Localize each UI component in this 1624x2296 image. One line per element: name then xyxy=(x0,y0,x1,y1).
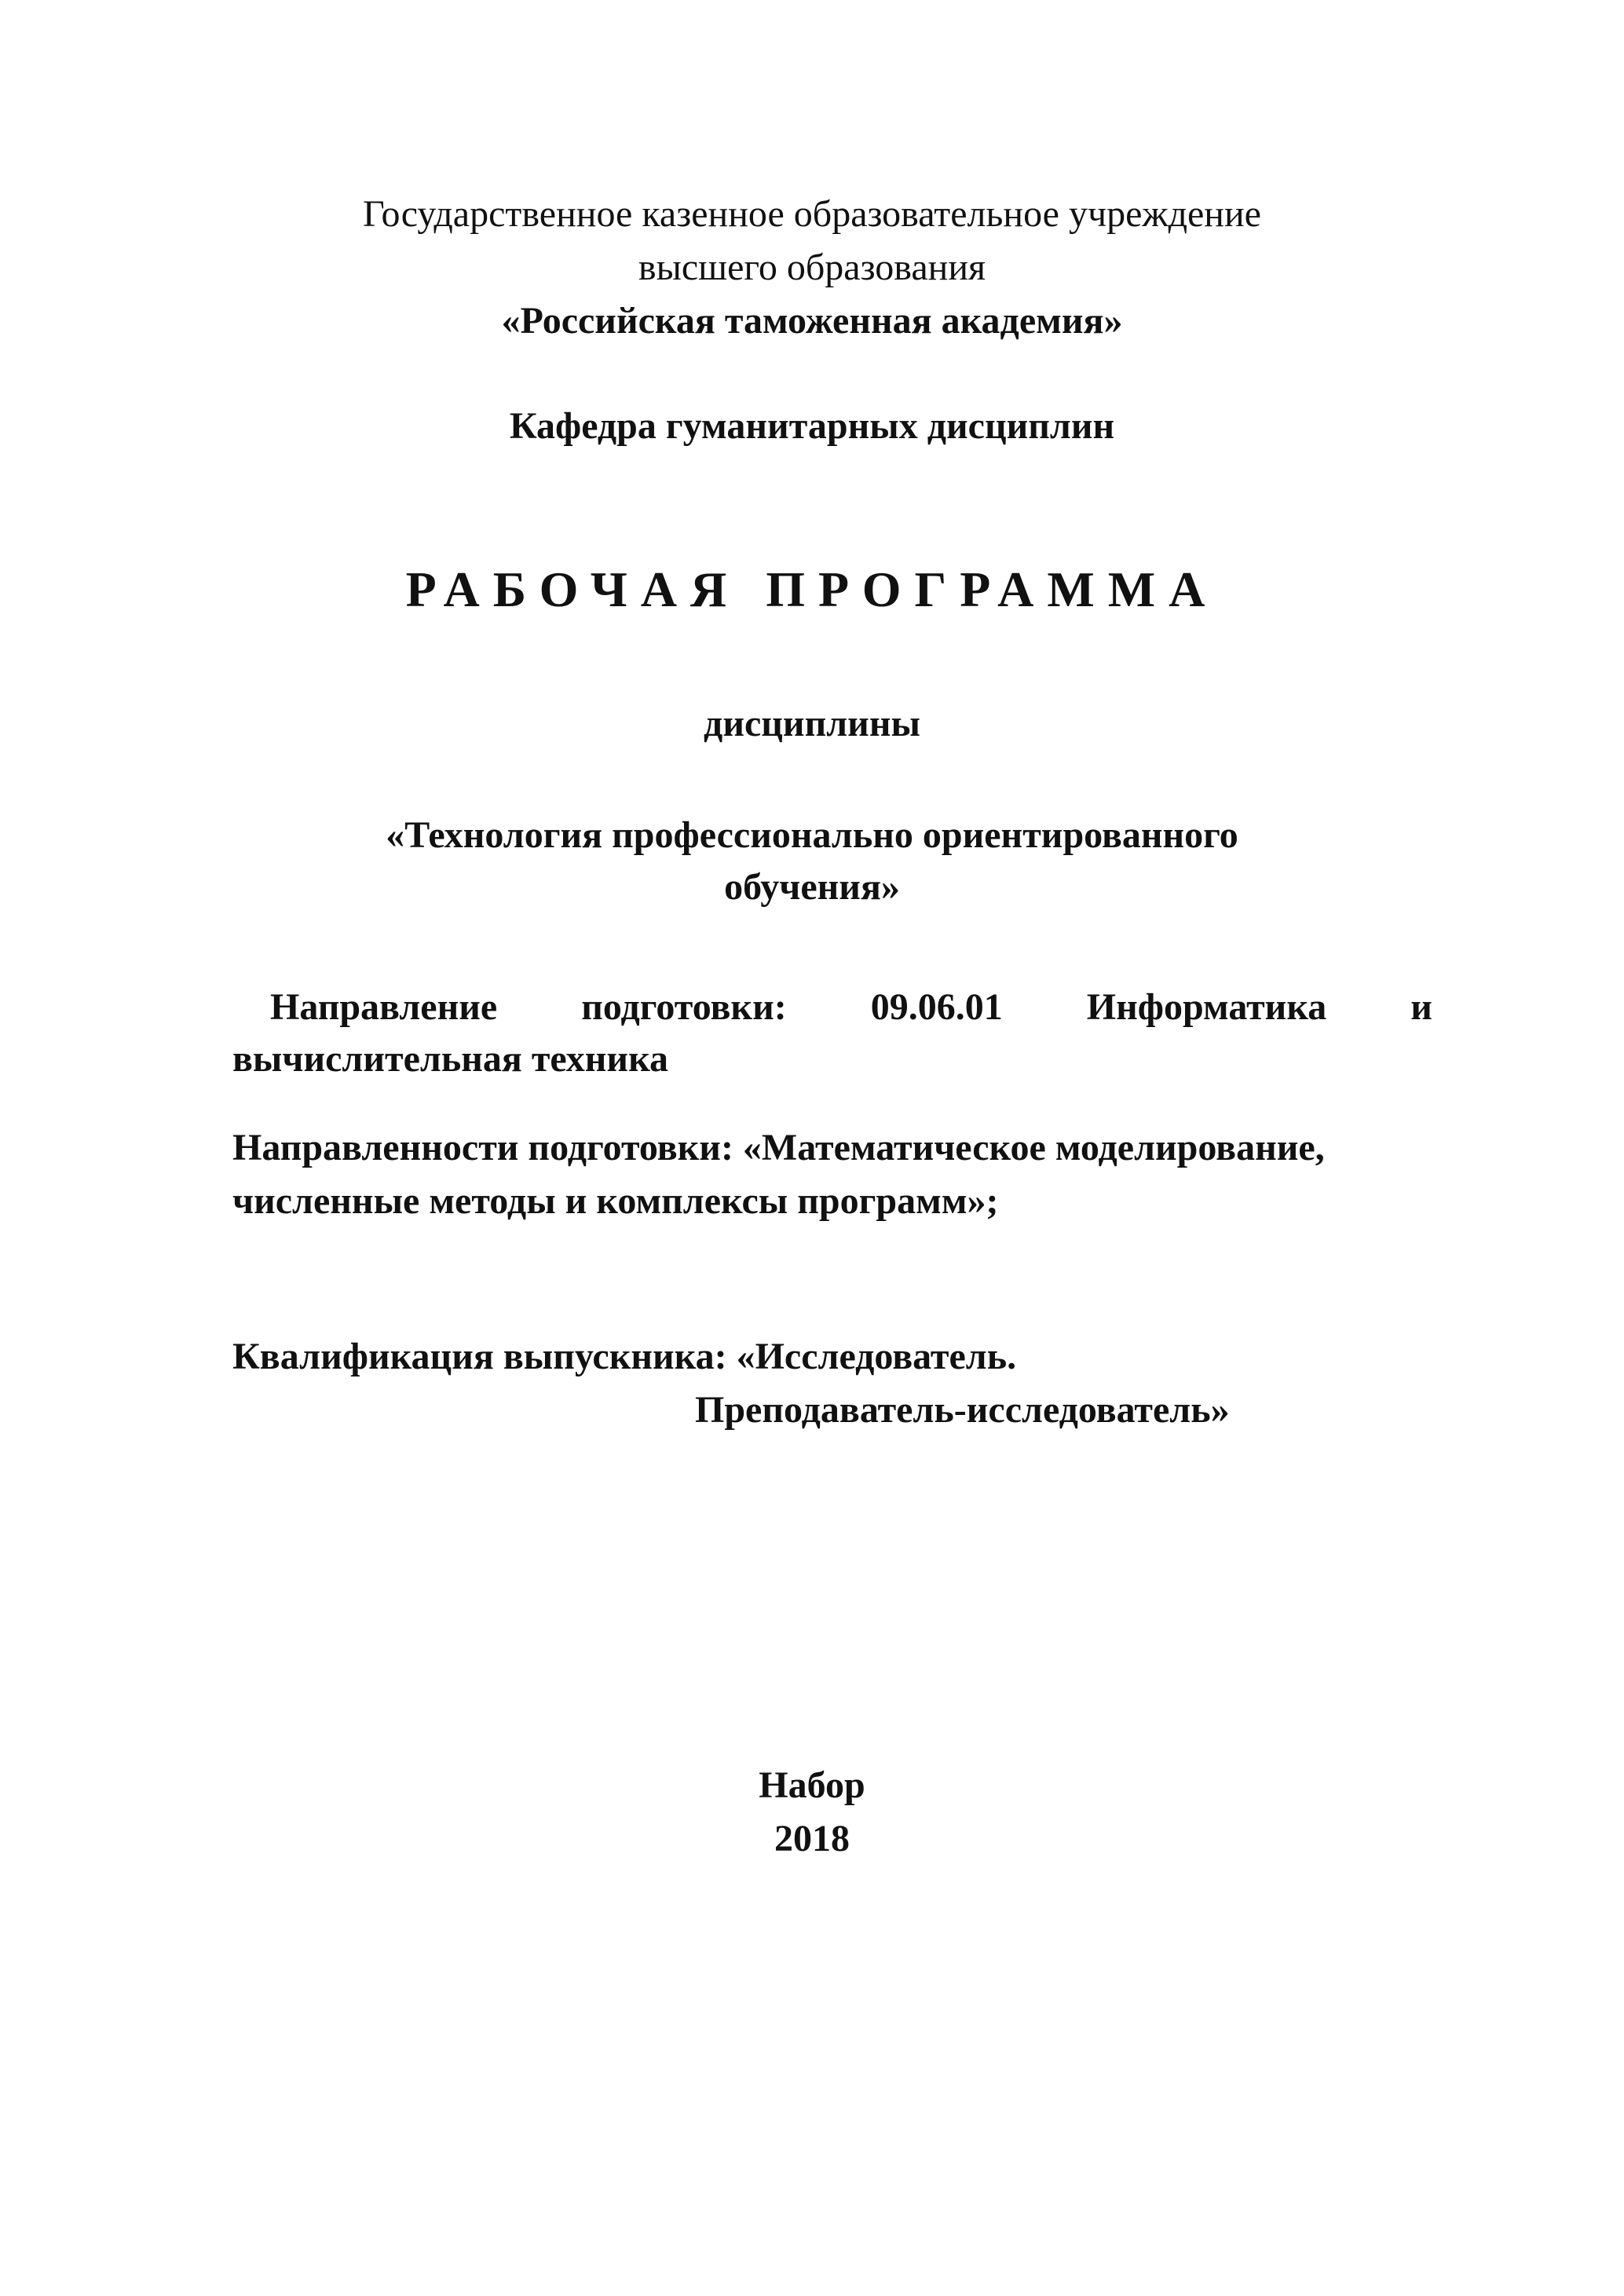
discipline-name-line-2: обучения» xyxy=(724,866,900,908)
document-title: РАБОЧАЯ ПРОГРАММА xyxy=(405,561,1219,617)
intake-year: 2018 xyxy=(774,1818,850,1859)
direction-word: подготовки: xyxy=(581,986,787,1028)
direction-word: Информатика xyxy=(1086,986,1327,1028)
qualification-line-1: Квалификация выпускника: «Исследователь. xyxy=(232,1336,1017,1377)
institution-line-1: Государственное казенное образовательное учреждение xyxy=(363,193,1261,235)
institution-line-2: высшего образования xyxy=(638,247,986,288)
department-name: Кафедра гуманитарных дисциплин xyxy=(509,405,1115,447)
direction-word: 09.06.01 xyxy=(870,986,1003,1028)
direction-line-1 xyxy=(232,984,1432,1031)
academy-name: «Российская таможенная академия» xyxy=(501,300,1123,342)
direction-line-2: вычислительная техника xyxy=(232,1038,668,1080)
direction-word: и xyxy=(1410,986,1432,1028)
discipline-name-line-1: «Технология профессионально ориентированного xyxy=(386,814,1238,856)
qualification-line-2: Преподаватель-исследователь» xyxy=(695,1389,1230,1431)
direction-word: Направление xyxy=(270,986,498,1028)
focus-line-1: Направленности подготовки: «Математическое моделирование, xyxy=(232,1127,1325,1168)
document-subtitle: дисциплины xyxy=(704,703,920,744)
focus-line-2: численные методы и комплексы программ»; xyxy=(232,1180,999,1222)
intake-label: Набор xyxy=(759,1764,865,1806)
